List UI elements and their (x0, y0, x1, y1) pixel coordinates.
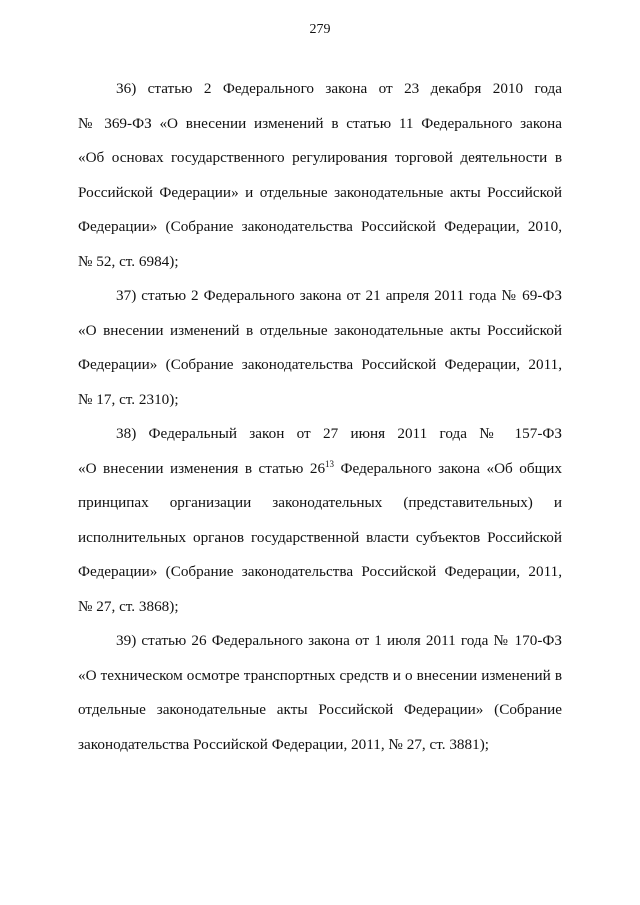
document-body (78, 72, 562, 762)
text-fragment: Федерального закона «Об общих (334, 459, 562, 477)
text-line: 37) статью 2 Федерального закона от 21 апреля 2011 года № 69-ФЗ (116, 287, 562, 304)
text-fragment: «О внесении изменения в статью 26 (78, 459, 326, 477)
text-line: принципах организации законодательных (представительных) и (78, 494, 562, 511)
text-line: № 27, ст. 3868); (78, 597, 179, 615)
text-line: законодательства Российской Федерации, 2011, № 27, ст. 3881); (78, 735, 489, 753)
text-line: Федерации» (Собрание законодательства Российской Федерации, 2011, (78, 356, 562, 373)
list-item-39 (78, 624, 562, 762)
text-line: 36) статью 2 Федерального закона от 23 декабря 2010 года (116, 80, 562, 97)
list-item-36 (78, 72, 562, 279)
text-line: Федерации» (Собрание законодательства Российской Федерации, 2010, (78, 218, 562, 235)
text-line: Российской Федерации» и отдельные законодательные акты Российской (78, 183, 562, 201)
text-line: № 369-ФЗ «О внесении изменений в статью 11 Федерального закона (78, 114, 562, 132)
text-line: № 52, ст. 6984); (78, 252, 179, 270)
text-line: отдельные законодательные акты Российской Федерации» (Собрание (78, 701, 562, 718)
superscript: 13 (325, 458, 335, 469)
text-line: «О внесении изменений в отдельные законодательные акты Российской (78, 321, 562, 339)
list-item-38 (78, 417, 562, 624)
list-item-37 (78, 279, 562, 417)
text-line: исполнительных органов государственной власти субъектов Российской (78, 528, 562, 546)
text-line: 38) Федеральный закон от 27 июня 2011 года № 157-ФЗ (116, 425, 562, 442)
text-line: «О техническом осмотре транспортных средств и о внесении изменений в (78, 666, 562, 684)
text-line: Федерации» (Собрание законодательства Российской Федерации, 2011, (78, 563, 562, 580)
text-line: № 17, ст. 2310); (78, 390, 179, 408)
text-line: 39) статью 26 Федерального закона от 1 июля 2011 года № 170-ФЗ (116, 632, 562, 649)
text-line: «Об основах государственного регулирования торговой деятельности в (78, 149, 562, 166)
page-number: 279 (309, 22, 331, 37)
text-line (78, 452, 562, 487)
